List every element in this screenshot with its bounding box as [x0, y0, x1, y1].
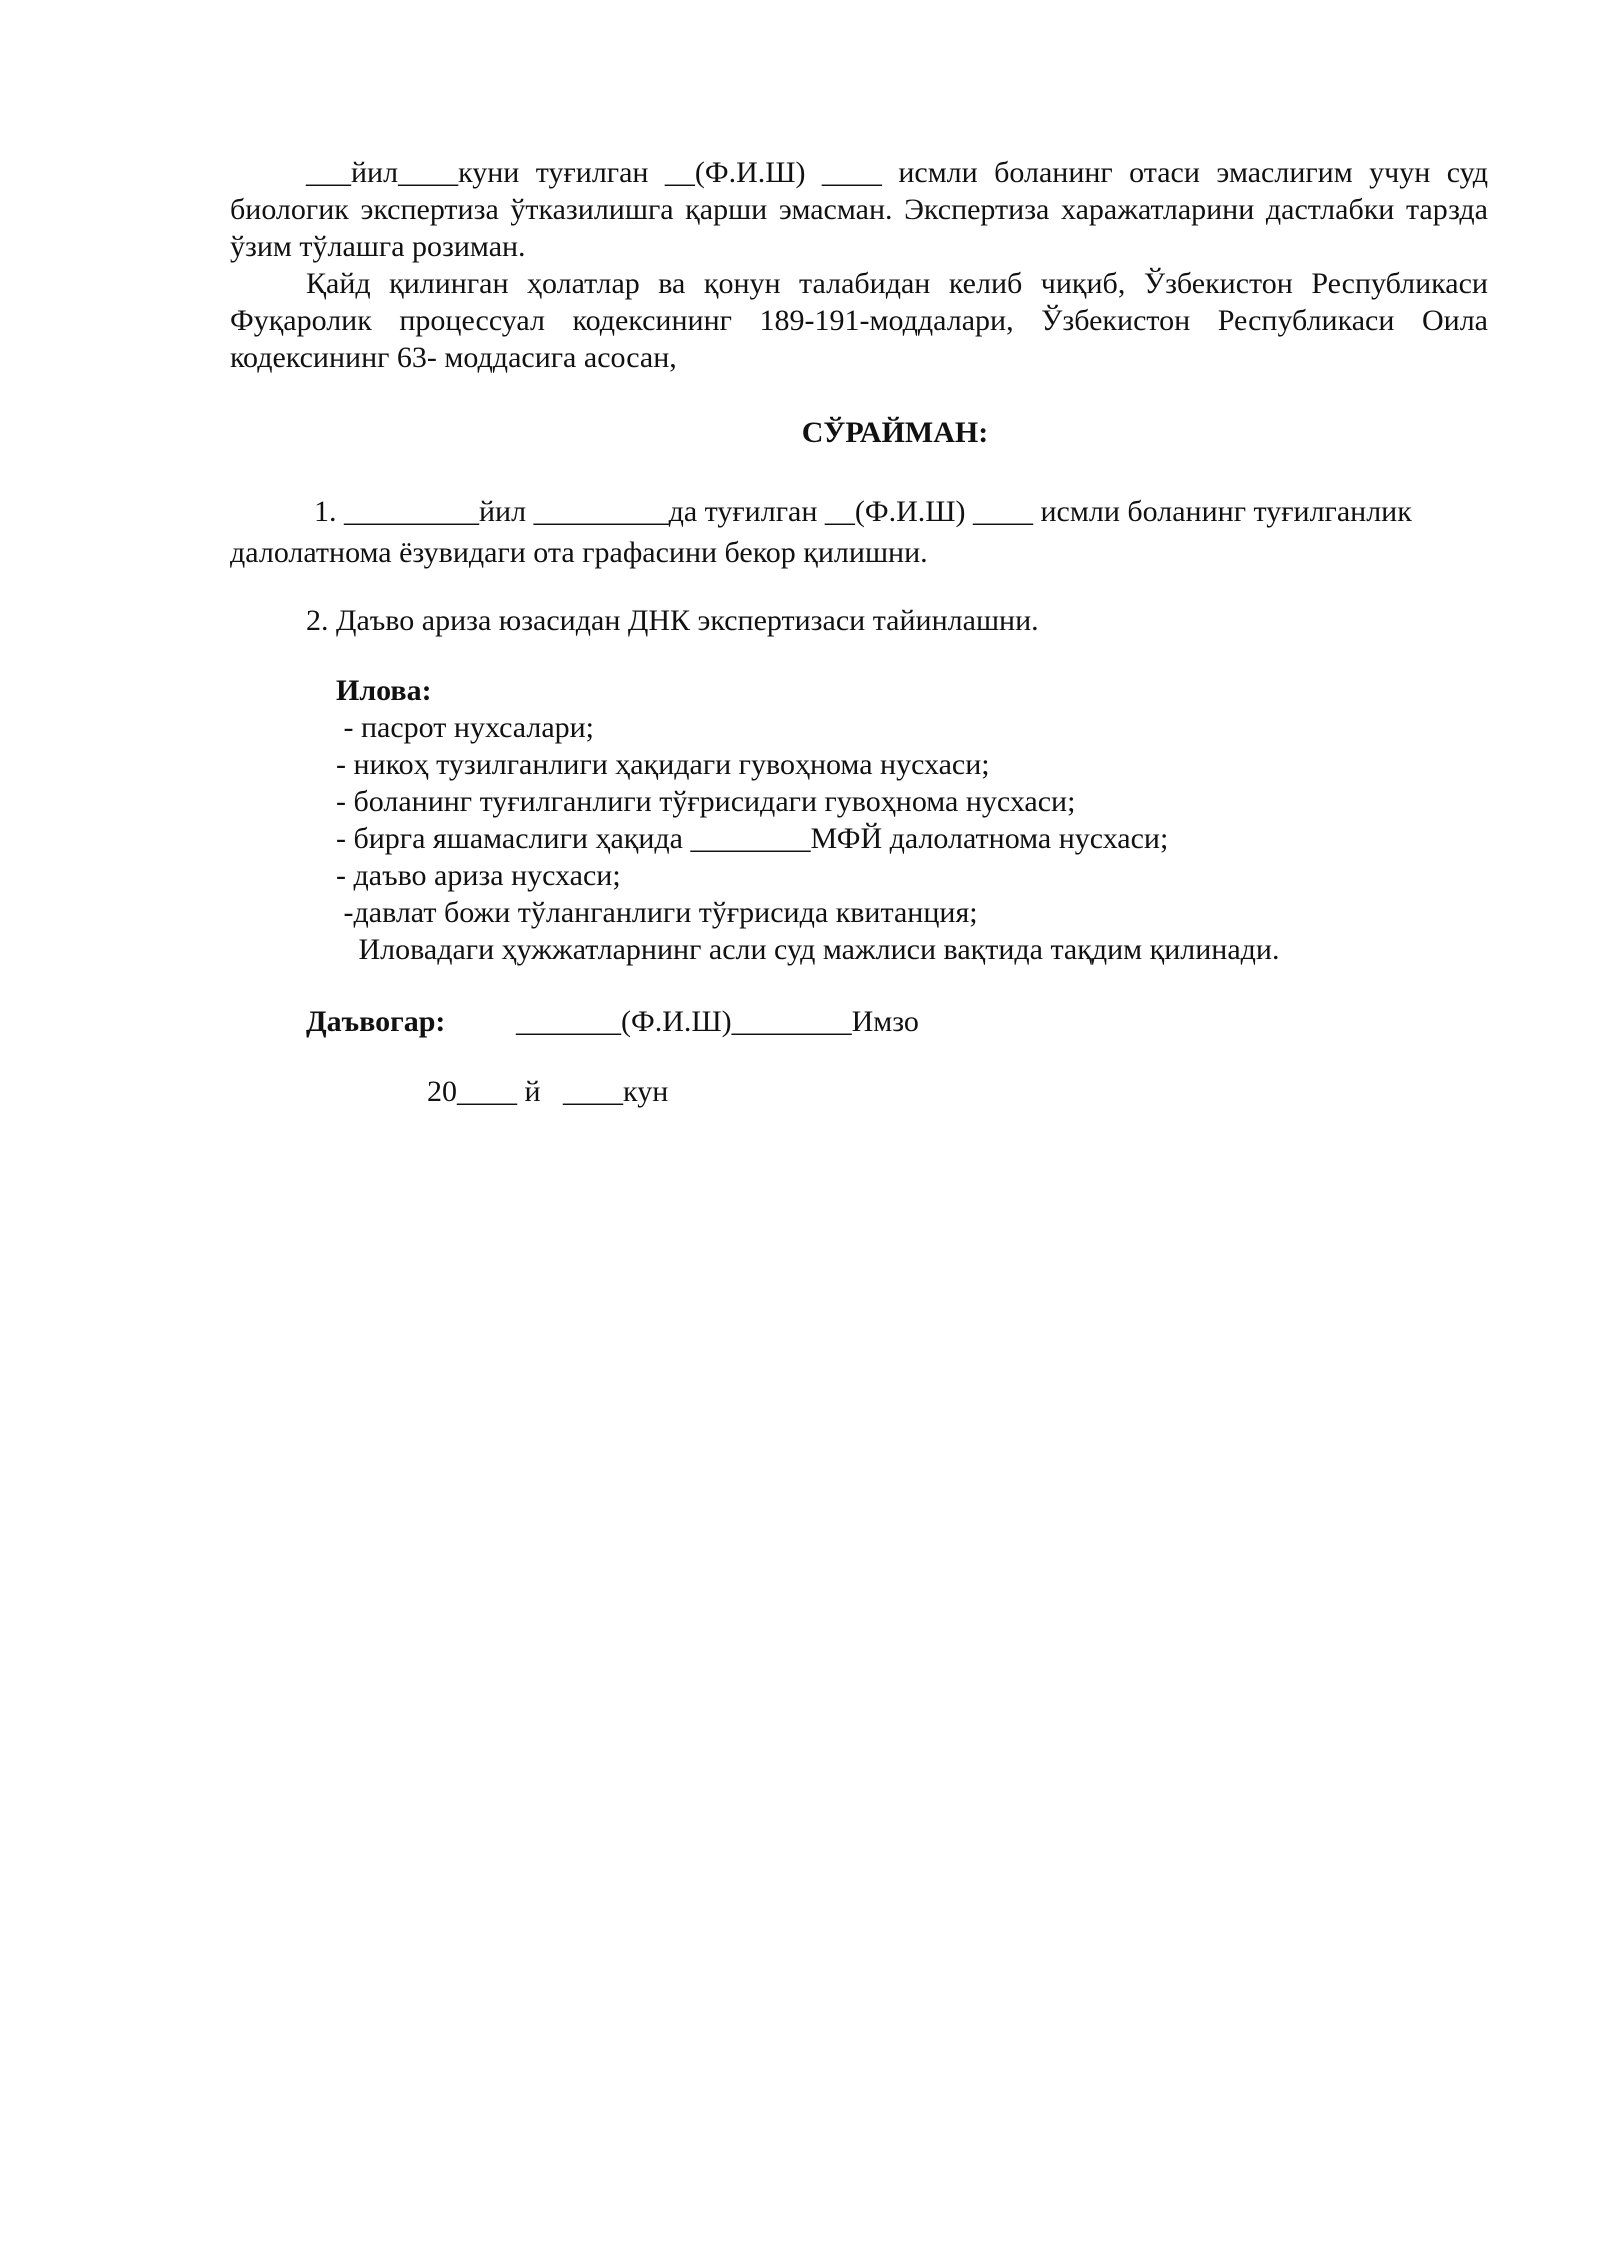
request-item-1: 1. _________йил _________да туғилган __(Ф.И.Ш) ____ исмли боланинг туғилганлик далолатнома ёзувидаги ота графасини бекор қилишни.	[230, 495, 1412, 569]
annex-item: - пасрот нухсалари;	[336, 711, 595, 744]
annex-section	[336, 672, 1486, 968]
annex-item: - бирга яшамаслиги ҳақида ________МФЙ далолатнома нусхаси;	[336, 822, 1169, 855]
signature-line	[306, 1003, 1406, 1040]
request-item-2: 2. Даъво ариза юзасидан ДНК экспертизаси тайинлашни.	[306, 604, 1039, 637]
annex-item: - даъво ариза нусхаси;	[336, 859, 621, 892]
request-heading: СЎРАЙМАН:	[801, 416, 989, 449]
signature-fields: _______(Ф.И.Ш)________Имзо	[516, 1005, 919, 1038]
date-line: 20____ й ____кун	[427, 1075, 669, 1108]
paragraph-legal-basis: Қайд қилинган ҳолатлар ва қонун талабидан келиб чиқиб, Ўзбекистон Республикаси Фуқаролик процессуал кодексининг 189-191-моддалари, Ўзбекистон Республикаси Оила кодексининг 63- моддасига асосан,	[230, 267, 1488, 374]
annex-title: Илова:	[336, 674, 432, 707]
annex-item: - никоҳ тузилганлиги ҳақидаги гувоҳнома нусхаси;	[336, 748, 990, 781]
paragraph-consent: ___йил____куни туғилган __(Ф.И.Ш) ____ исмли боланинг отаси эмаслигим учун суд биологик экспертиза ўтказилишга қарши эмасман. Экспертиза харажатларини дастлабки тарзда ўзим тўлашга розиман.	[230, 156, 1488, 263]
annex-item: -давлат божи тўланганлиги тўғрисида квитанция;	[336, 896, 978, 929]
plaintiff-label: Даъвогар:	[306, 1005, 446, 1038]
annex-note: Иловадаги ҳужжатларнинг асли суд мажлиси вақтида тақдим қилинади.	[336, 933, 1280, 966]
annex-item: - боланинг туғилганлиги тўғрисидаги гувоҳнома нусхаси;	[336, 785, 1076, 818]
